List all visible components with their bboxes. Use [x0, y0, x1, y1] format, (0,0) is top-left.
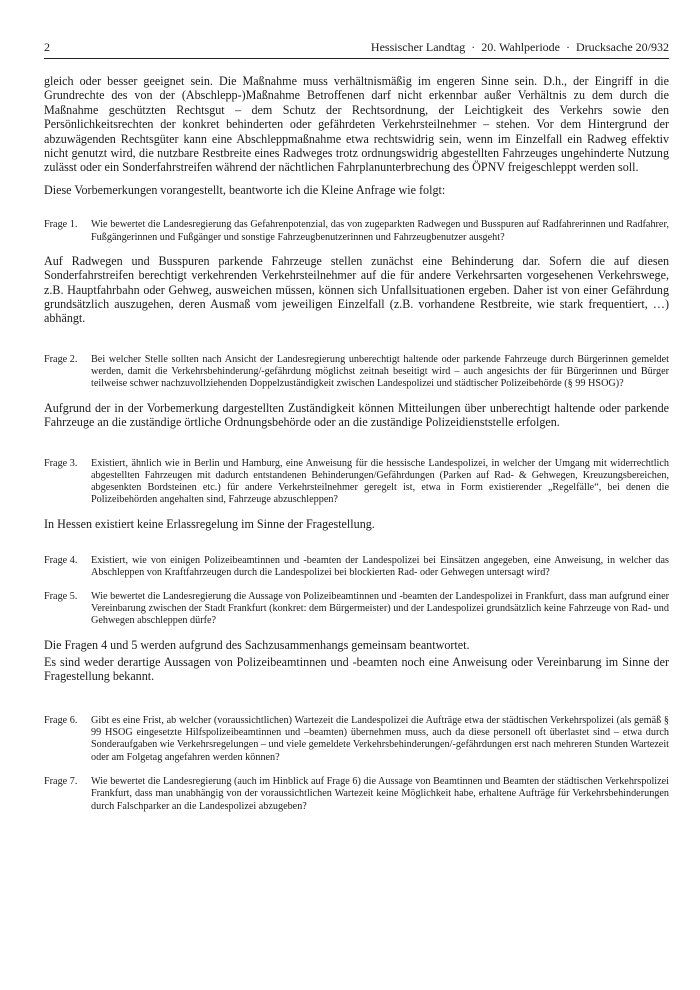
question-label: Frage 4.	[44, 555, 78, 567]
question-6	[44, 715, 669, 764]
question-3	[44, 458, 669, 507]
header-separator: ·	[471, 40, 476, 54]
transition-sentence: Diese Vorbemerkungen vorangestellt, beantworte ich die Kleine Anfrage wie folgt:	[44, 182, 446, 197]
question-text: Existiert, ähnlich wie in Berlin und Hamburg, eine Anweisung für die hessische Landespolizei, in welcher der Umgang mit widerrechtlich abgestellten Fahrzeugen mit dadurch entstandenen Behinderungen/Gefährdungen (Parken auf Rad- & Gehwegen, Kreuzungsbereichen, abgesenkten Bordsteinen etc.) für andere Verkehrsteilnehmer geregelt ist, etwa in Form existierender „Regelfälle“, bei denen die Polizeibehörden angehalten sind, Fahrzeuge abzuschleppen?	[91, 457, 669, 506]
question-text: Gibt es eine Frist, ab welcher (voraussichtlichen) Wartezeit die Landespolizei die Aufträge etwa der städtischen Verkehrspolizei (als gemäß § 99 HSOG eingesetzte Hilfspolizeibeamtinnen und –beamten) übernehmen muss, auch da diese personell oft überlastet sind – etwa durch Sonderaufgaben wie Verkehrsregelungen – und viele gemeldete Verkehrsbehinderungen/-gefährdungen erst nach mehreren Stunden Wartezeit oder am Folgetag angefahren werden können?	[91, 714, 669, 763]
question-label: Frage 1.	[44, 219, 78, 231]
answer-4-5: Es sind weder derartige Aussagen von Polizeibeamtinnen und -beamten noch eine Anweisung oder Vereinbarung im Sinne der Fragestellung bekannt.	[44, 655, 669, 684]
question-label: Frage 3.	[44, 457, 78, 469]
question-text: Wie bewertet die Landesregierung die Aussage von Polizeibeamtinnen und -beamten der Landespolizei in Frankfurt, dass man aufgrund einer Vereinbarung zwischen der Stadt Frankfurt (konkret: dem Bürgermeister) und der Landespolizei grundsätzlich keine Fahrzeuge von Rad- und Gehwegen abschleppen dürfe?	[91, 590, 669, 627]
question-4	[44, 555, 669, 580]
question-text: Wie bewertet die Landesregierung (auch im Hinblick auf Frage 6) die Aussage von Beamtinnen und Beamten der städtischen Verkehrspolizei Frankfurt, dass man unabhängig von der voraussichtlichen Wartezeit keine Möglichkeit habe, erhaltene Aufträge für Verkehrsbehinderungen durch Falschparker an die Landespolizei abzugeben?	[91, 776, 669, 812]
answer-1: Auf Radwegen und Busspuren parkende Fahrzeuge stellen zunächst eine Behinderung dar. Sofern die auf diesen Sonderfahrstreifen berechtigt verkehrenden Verkehrsteilnehmer auf die für andere Verkehrsarten vorgesehenen Verkehrswege, z.B. Hauptfahrbahn oder Gehweg, ausweichen müssen, können sich Unfallsituationen ergeben. Daher ist von einer Gefährdung grundsätzlich auszugehen, deren Ausmaß vom jeweiligen Einzelfall (z.B. vorhandene Restbreite, wie stark frequentiert, …) abhängt.	[44, 253, 669, 326]
document-page	[44, 40, 669, 813]
parliament-name: Hessischer Landtag	[370, 40, 466, 54]
question-label: Frage 5.	[44, 590, 78, 602]
question-label: Frage 2.	[44, 353, 78, 365]
header-meta	[371, 40, 669, 55]
question-text: Existiert, wie von einigen Polizeibeamtinnen und -beamten der Landespolizei bei Einsätzen angegeben, eine Anweisung, in welcher das Abschleppen von Kraftfahrzeugen durch die Landespolizei bei blockierten Rad- oder Gehwegen untersagt wird?	[91, 555, 669, 579]
answer-3: In Hessen existiert keine Erlassregelung im Sinne der Fragestellung.	[44, 516, 375, 531]
document-number: Drucksache 20/932	[576, 40, 669, 54]
question-text: Wie bewertet die Landesregierung das Gefahrenpotenzial, das von zugeparkten Radwegen und Busspuren auf Radfahrerinnen und Radfahrer, Fußgängerinnen und Fußgänger und sonstige Fahrzeugbenutzerinnen und Fahrzeugbenutzer ausgeht?	[91, 219, 669, 243]
intro-paragraph: gleich oder besser geeignet sein. Die Maßnahme muss verhältnismäßig im engeren Sinne sein. D.h., der Eingriff in die Grundrechte des von der (Abschlepp-)Maßnahme Betroffenen darf nicht erkennbar außer Verhältnis zu dem durch die Maßnahme geschützten Rechtsgut – dem Schutz der Rechtsordnung, der Leichtigkeit des Verkehrs sowie den Persönlichkeitsrechten der konkret behinderten oder gefährdeten Verkehrsteilnehmer – stehen. Vor dem Hintergrund der abzuwägenden Rechtsgüter kann eine Abschleppmaßnahme etwa rechtswidrig sein, wenn im Einzelfall ein Radweg effektiv nicht genutzt wird, die nutzbare Restbreite eines Radweges trotz ordnungswidrig abgestellten Fahrzeuges ungehinderte Nutzung zulässt oder ein Sonderfahrstreifen während der nächtlichen Fahrplanunterbrechung des ÖPNV freigeschleppt werden soll.	[44, 74, 669, 175]
page-header	[44, 40, 669, 59]
answer-4-5-intro: Die Fragen 4 und 5 werden aufgrund des Sachzusammenhangs gemeinsam beantwortet.	[44, 637, 470, 652]
question-text: Bei welcher Stelle sollten nach Ansicht der Landesregierung unberechtigt haltende oder parkende Fahrzeuge durch Bürgerinnen gemeldet werden, damit die Verkehrsbehinderung/-gefährdung möglichst zeitnah beseitigt wird – auch angesichts der für Bürgerinnen und Bürger teilweise schwer nachzuvollziehenden Doppelzuständigkeit zwischen Landespolizei und städtischer Polizeibehörde (§ 99 HSOG)?	[91, 353, 669, 390]
question-2	[44, 354, 669, 391]
question-label: Frage 7.	[44, 776, 78, 788]
question-1	[44, 219, 669, 244]
question-5	[44, 591, 669, 628]
answer-2: Aufgrund der in der Vorbemerkung dargestellten Zuständigkeit können Mitteilungen über unberechtigt haltende oder parkende Fahrzeuge an die zuständige örtliche Ordnungsbehörde oder an die zuständige Polizeidienststelle erfolgen.	[44, 400, 669, 430]
legislative-period: 20. Wahlperiode	[481, 40, 561, 54]
page-number: 2	[44, 40, 50, 54]
question-7	[44, 776, 669, 813]
header-separator: ·	[566, 40, 571, 54]
question-label: Frage 6.	[44, 714, 78, 726]
